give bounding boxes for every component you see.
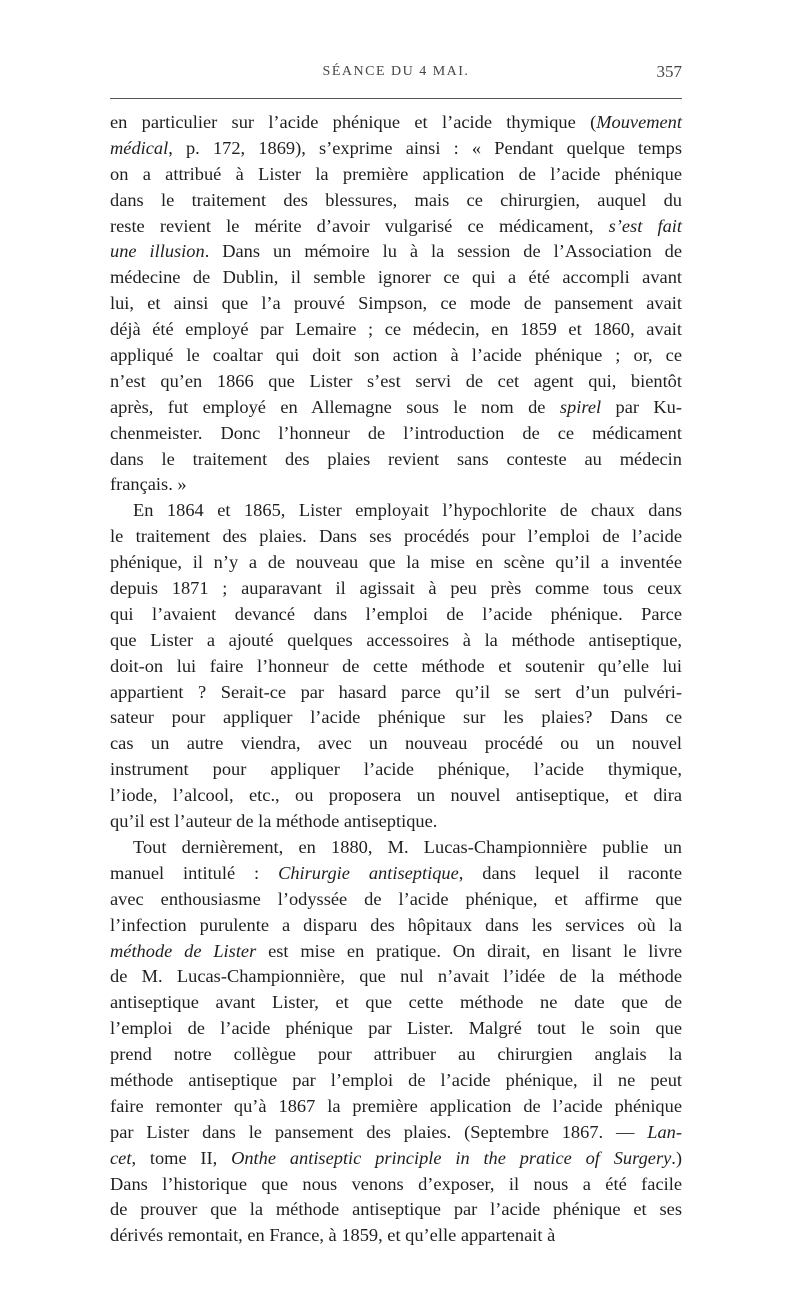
text-line (110, 1016, 682, 1042)
text-line (110, 291, 682, 317)
text-run: l’iode, l’alcool, etc., ou proposera un nouvel antiseptique, et dira (110, 785, 682, 806)
text-line (110, 162, 682, 188)
text-line (110, 654, 682, 680)
text-line (110, 1223, 682, 1249)
text-run: dans le traitement des plaies revient sans conteste au médecin (110, 448, 682, 469)
body-text (110, 110, 682, 1249)
text-line (110, 1068, 682, 1094)
page-header (110, 62, 682, 86)
text-run: le traitement des plaies. Dans ses procédés pour l’emploi de l’acide (110, 526, 682, 547)
text-line (110, 524, 682, 550)
text-line (110, 835, 682, 861)
text-run: médecine de Dublin, il semble ignorer ce qui a été accompli avant (110, 267, 682, 288)
italic-text-run: Onthe antiseptic principle in the pratice of Surgery (231, 1147, 672, 1168)
text-line (110, 576, 682, 602)
text-line (110, 990, 682, 1016)
text-line (110, 550, 682, 576)
text-line (110, 964, 682, 990)
text-run: n’est qu’en 1866 que Lister s’est servi de cet agent qui, bientôt (110, 370, 682, 391)
text-run: manuel intitulé : (110, 862, 279, 883)
text-run: qui l’avaient devancé dans l’emploi de l’acide phénique. Parce (110, 603, 682, 624)
text-line (110, 628, 682, 654)
italic-text-run: cet (110, 1147, 132, 1168)
text-line (110, 110, 682, 136)
text-line (110, 731, 682, 757)
text-line (110, 395, 682, 421)
text-run: après, fut employé en Allemagne sous le nom de (110, 396, 560, 417)
text-line (110, 265, 682, 291)
text-line (110, 757, 682, 783)
text-line (110, 1042, 682, 1068)
text-run: antiseptique avant Lister, et que cette méthode ne date que de (110, 992, 682, 1013)
text-run: l’emploi de l’acide phénique par Lister. Malgré tout le soin que (110, 1018, 682, 1039)
text-run: , dans lequel il raconte (458, 862, 682, 883)
text-line (110, 188, 682, 214)
text-run: l’infection purulente a disparu des hôpitaux dans les services où la (110, 914, 682, 935)
text-line (110, 343, 682, 369)
text-line (110, 369, 682, 395)
italic-text-run: une illusion (110, 241, 205, 262)
text-line (110, 136, 682, 162)
text-run: appliqué le coaltar qui doit son action à l’acide phénique ; or, ce (110, 345, 682, 366)
running-title: SÉANCE DU 4 MAI. (322, 64, 470, 79)
text-run: cas un autre viendra, avec un nouveau procédé ou un nouvel (110, 733, 682, 754)
text-line (110, 680, 682, 706)
text-run: avec enthousiasme l’odyssée de l’acide phénique, et affirme que (110, 888, 682, 909)
text-line (110, 1094, 682, 1120)
text-run: par Lister dans le pansement des plaies. (Septembre 1867. — (110, 1121, 648, 1142)
italic-text-run: spirel (559, 396, 602, 417)
italic-text-run: médical (110, 137, 169, 158)
page-number: 357 (656, 62, 682, 81)
text-run: de prouver que la méthode antiseptique par l’acide phénique et ses (110, 1199, 682, 1220)
text-run: , p. 172, 1869), s’exprime ainsi : « Pendant quelque temps (168, 137, 682, 158)
italic-text-run: s’est fait (608, 215, 682, 236)
text-line (110, 472, 682, 498)
text-line (110, 887, 682, 913)
text-line (110, 317, 682, 343)
text-run: qu’il est l’auteur de la méthode antiseptique. (110, 811, 438, 832)
text-run: en particulier sur l’acide phénique et l’acide thymique ( (110, 112, 597, 132)
text-run: , tome II, (131, 1147, 232, 1168)
text-run: déjà été employé par Lemaire ; ce médecin, en 1859 et 1860, avait (110, 319, 682, 340)
text-run: En 1864 et 1865, Lister employait l’hypochlorite de chaux dans (133, 500, 682, 521)
text-line (110, 861, 682, 887)
text-run: Tout dernièrement, en 1880, M. Lucas-Championnière publie un (133, 836, 682, 857)
italic-text-run: Lan- (647, 1121, 682, 1142)
text-run: phénique, il n’y a de nouveau que la mise en scène qu’il a inventée (110, 552, 682, 573)
text-run: depuis 1871 ; auparavant il agissait à peu près comme tous ceux (110, 578, 682, 599)
text-line (110, 1120, 682, 1146)
text-line (110, 421, 682, 447)
text-line (110, 1146, 682, 1172)
text-run: reste revient le mérite d’avoir vulgarisé ce médicament, (110, 215, 609, 236)
text-run: doit-on lui faire l’honneur de cette méthode et soutenir qu’elle lui (110, 655, 682, 676)
text-line (110, 602, 682, 628)
text-run: instrument pour appliquer l’acide phénique, l’acide thymique, (110, 759, 682, 780)
text-line (110, 783, 682, 809)
text-run: que Lister a ajouté quelques accessoires à la méthode antiseptique, (110, 629, 682, 650)
text-line (110, 239, 682, 265)
italic-text-run: méthode de Lister (110, 940, 257, 961)
text-line (110, 705, 682, 731)
text-run: de M. Lucas-Championnière, que nul n’avait l’idée de la méthode (110, 966, 682, 987)
header-rule (110, 98, 682, 99)
text-run: français. » (110, 474, 187, 495)
text-run: sateur pour appliquer l’acide phénique sur les plaies? Dans ce (110, 707, 682, 728)
text-run: on a attribué à Lister la première application de l’acide phénique (110, 163, 682, 184)
text-run: .) (671, 1147, 682, 1168)
text-run: faire remonter qu’à 1867 la première application de l’acide phénique (110, 1095, 682, 1116)
italic-text-run: Mouvement (596, 112, 682, 132)
text-line (110, 447, 682, 473)
text-line (110, 939, 682, 965)
text-run: Dans l’historique que nous venons d’exposer, il nous a été facile (110, 1173, 682, 1194)
text-line (110, 498, 682, 524)
text-run: est mise en pratique. On dirait, en lisant le livre (256, 940, 682, 961)
text-run: prend notre collègue pour attribuer au chirurgien anglais la (110, 1044, 682, 1065)
text-run: dérivés remontait, en France, à 1859, et qu’elle appartenait à (110, 1225, 556, 1246)
text-line (110, 913, 682, 939)
text-run: . Dans un mémoire lu à la session de l’Association de (204, 241, 682, 262)
text-run: méthode antiseptique par l’emploi de l’acide phénique, il ne peut (110, 1069, 682, 1090)
text-run: lui, et ainsi que l’a prouvé Simpson, ce mode de pansement avait (110, 293, 682, 314)
text-line (110, 809, 682, 835)
text-run: appartient ? Serait-ce par hasard parce qu’il se sert d’un pulvéri- (110, 681, 682, 702)
text-run: dans le traitement des blessures, mais ce chirurgien, auquel du (110, 189, 682, 210)
text-run: par Ku- (601, 396, 683, 417)
text-line (110, 214, 682, 240)
text-line (110, 1197, 682, 1223)
italic-text-run: Chirurgie antiseptique (278, 862, 459, 883)
text-run: chenmeister. Donc l’honneur de l’introduction de ce médicament (110, 422, 682, 443)
text-line (110, 1172, 682, 1198)
